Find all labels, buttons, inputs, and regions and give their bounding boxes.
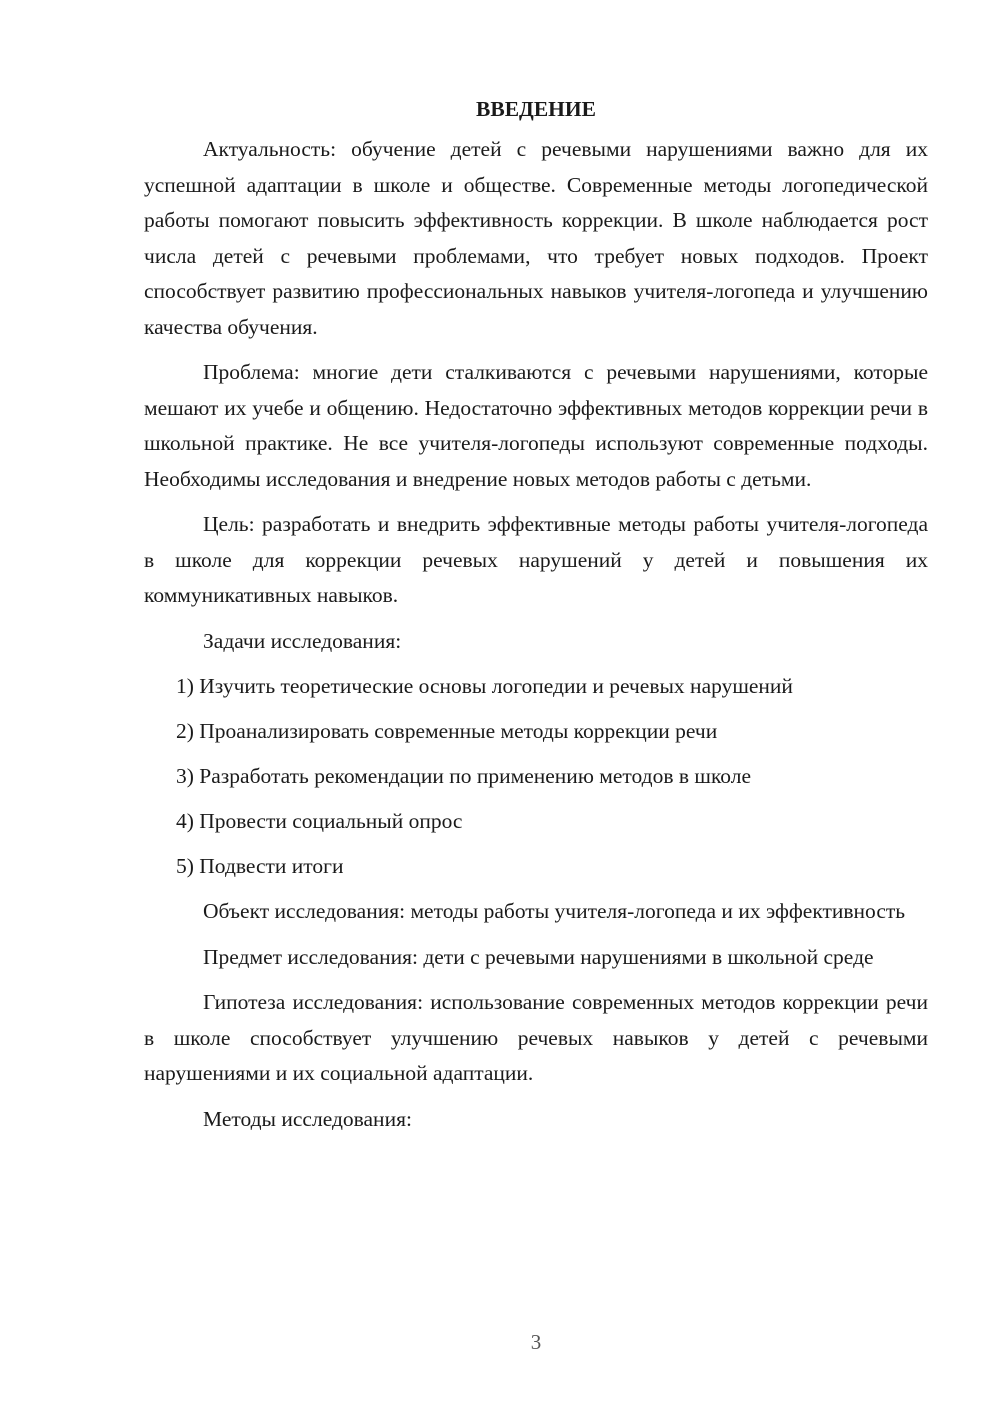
hypothesis-paragraph: Гипотеза исследования: использование современных методов коррекции речи в школе способствует улучшению речевых навыков у детей с речевыми нарушениями и их социальной адаптации. — [144, 990, 928, 1085]
object-paragraph: Объект исследования: методы работы учителя-логопеда и их эффективность — [203, 899, 906, 923]
relevance-paragraph: Актуальность: обучение детей с речевыми нарушениями важно для их успешной адаптации в школе и обществе. Современные методы логопедической работы помогают повысить эффективность коррекции. В школе наблюдается рост числа детей с речевыми проблемами, что требует новых подходов. Проект способствует развитию профессиональных навыков учителя-логопеда и улучшению качества обучения. — [144, 137, 928, 339]
section-title: ВВЕДЕНИЕ — [476, 97, 596, 121]
list-item: 5) Подвести итоги — [176, 854, 344, 878]
list-item: 3) Разработать рекомендации по применению методов в школе — [176, 764, 752, 788]
methods-heading: Методы исследования: — [203, 1106, 412, 1131]
list-item: 2) Проанализировать современные методы коррекции речи — [176, 719, 718, 743]
problem-paragraph: Проблема: многие дети сталкиваются с речевыми нарушениями, которые мешают их учебе и общению. Недостаточно эффективных методов коррекции речи в школьной практике. Не все учителя-логопеды используют современные подходы. Необходимы исследования и внедрение новых методов работы с детьми. — [144, 360, 928, 491]
tasks-list — [144, 669, 928, 885]
tasks-heading: Задачи исследования: — [203, 628, 402, 653]
document-page — [144, 92, 928, 1147]
goal-paragraph: Цель: разработать и внедрить эффективные методы работы учителя-логопеда в школе для коррекции речевых нарушений у детей и повышения их коммуникативных навыков. — [144, 512, 928, 607]
subject-paragraph: Предмет исследования: дети с речевыми нарушениями в школьной среде — [203, 944, 874, 969]
list-item: 1) Изучить теоретические основы логопедии и речевых нарушений — [176, 674, 793, 698]
list-item: 4) Провести социальный опрос — [176, 809, 463, 833]
page-number: 3 — [530, 1330, 542, 1354]
